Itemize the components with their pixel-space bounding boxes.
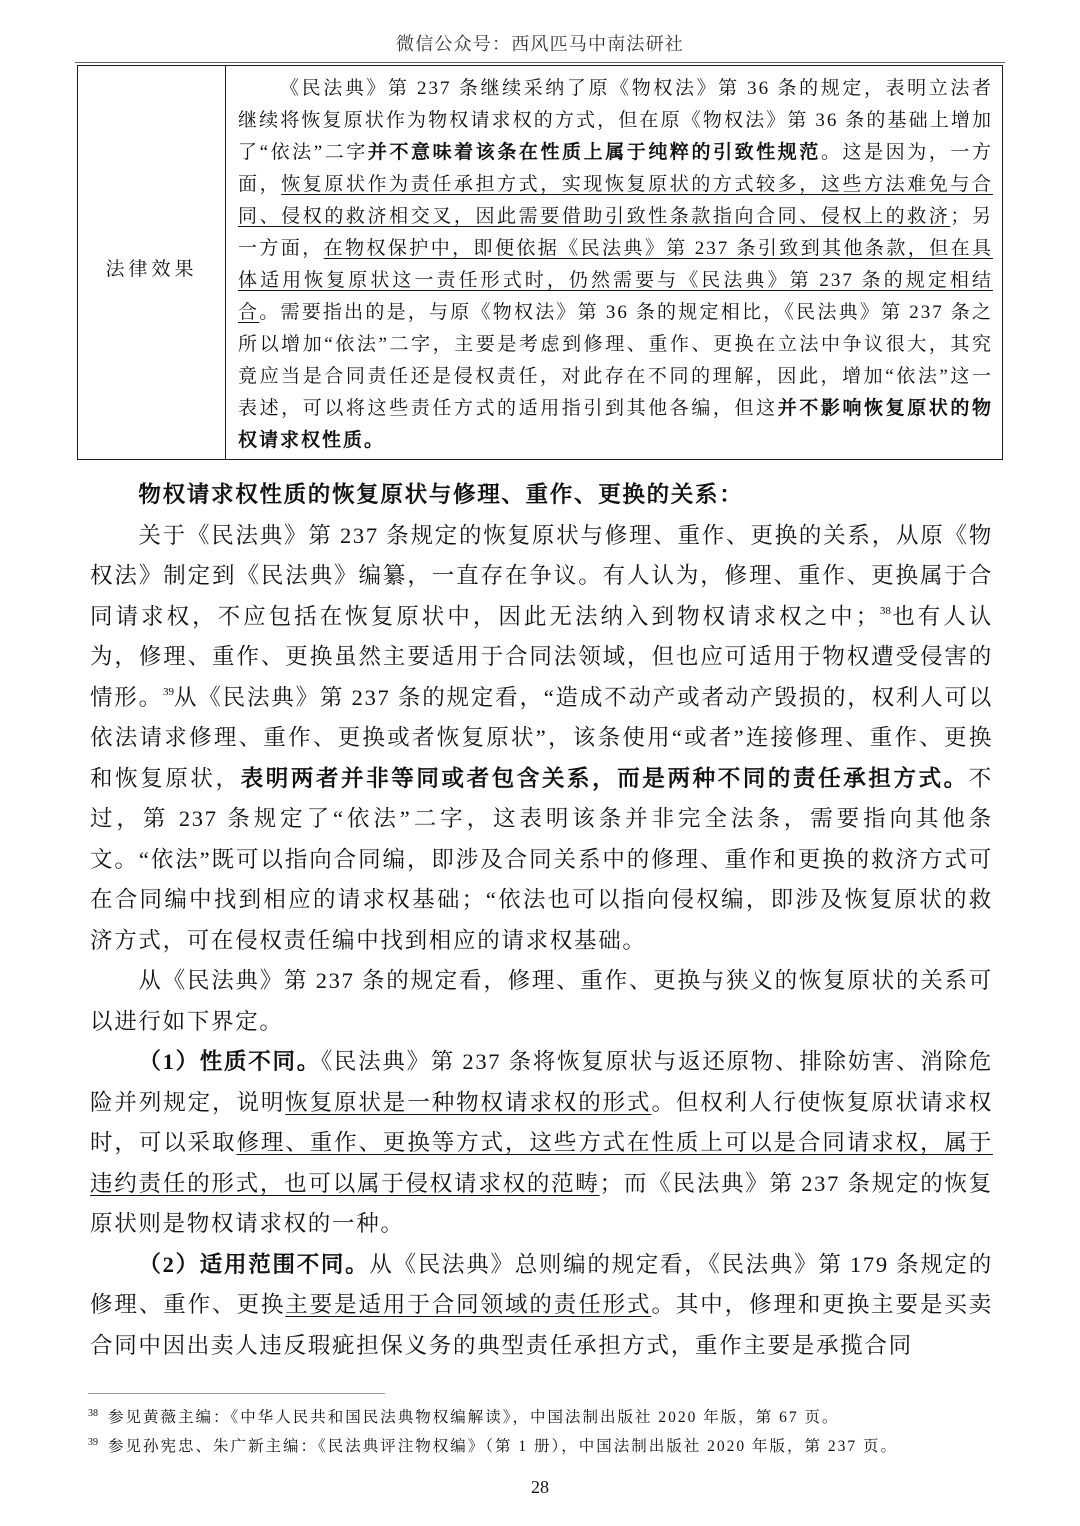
footnote-reference: 38 [879, 604, 891, 617]
footnote-text: 参见黄薇主编：《中华人民共和国民法典物权编解读》，中国法制出版社 2020 年版，第 67 页。 [108, 1409, 840, 1426]
text-run: ；另一方面， [238, 206, 993, 259]
table-row-label: 法律效果 [78, 66, 226, 459]
body-text [90, 475, 993, 1366]
footnote [88, 1404, 1048, 1433]
body-paragraph [90, 516, 993, 962]
underlined-text: 修理、重作、更换等方式，这些方式在性质上可以是合同请求权，属于违约责任的形式，也可以属于侵权请求权的范畴 [90, 1130, 993, 1196]
legal-effect-table [77, 65, 1003, 460]
body-paragraph [90, 1042, 993, 1245]
underlined-text: 恢复原状是一种物权请求权的形式 [285, 1089, 652, 1115]
text-run: 。需要指出的是，与原《物权法》第 36 条的规定相比，《民法典》第 237 条之所以增加“依法”二字，主要是考虑到修理、重作、更换在立法中争议很大，其究竟应当是合同责任还是侵权责任，对此存在不同的理解，因此，增加“依法”这一表述，可以将这些责任方式的适用指引到其他各编，但这 [238, 302, 993, 419]
footnote-text: 参见孙宪忠、朱广新主编：《民法典评注物权编》（第 1 册），中国法制出版社 2020 年版，第 237 页。 [108, 1438, 899, 1455]
text-run: 也有人认为，修理、重作、更换虽然主要适用于合同法领域，但也应可适用于物权遭受侵害的情形。 [90, 603, 993, 710]
underlined-text: 在物权保护中，即便依据《民法典》第 237 条引致到其他条款，但在具体适用恢复原状这一责任形式时，仍然需要与《民法典》第 237 条的规定相结合 [238, 238, 993, 323]
body-paragraph [90, 961, 993, 1042]
running-header: 微信公众号：西风匹马中南法研社 [396, 34, 684, 54]
text-run: 从《民法典》总则编的规定看，《民法典》第 179 条规定的修理、重作、更换 [90, 1251, 993, 1317]
text-run: 《民法典》第 237 条继续采纳了原《物权法》第 36 条的规定，表明立法者继续将恢复原状作为物权请求权的方式，但在原《物权法》第 36 条的基础上增加了“依法”二字 [238, 78, 993, 163]
footnote-number: 38 [88, 1408, 98, 1419]
text-run: 不过，第 237 条规定了“依法”二字，这表明该条并非完全法条，需要指向其他条文。“依法”既可以指向合同编，即涉及合同关系中的修理、重作和更换的救济方式可在合同编中找到相应的请求权基础；“依法也可以指向侵权编，即涉及恢复原状的救济方式，可在侵权责任编中找到相应的请求权基础。 [90, 765, 993, 953]
text-run: 。其中，修理和更换主要是买卖合同中因出卖人违反瑕疵担保义务的典型责任承担方式，重作主要是承揽合同 [90, 1292, 993, 1358]
footnote-number: 39 [88, 1437, 98, 1448]
underlined-text: 主要是适用于合同领域的责任形式 [285, 1292, 652, 1317]
table-paragraph [238, 73, 993, 457]
footnote [88, 1433, 1048, 1462]
bold-text: （2）适用范围不同。 [138, 1251, 370, 1277]
section-heading: 物权请求权性质的恢复原状与修理、重作、更换的关系： [138, 482, 744, 507]
bold-text: 并不意味着该条在性质上属于纯粹的引致性规范 [367, 142, 821, 163]
body-paragraph [90, 1245, 993, 1367]
footnote-separator [88, 1393, 385, 1394]
bold-text: 表明两者并非等同或者包含关系，而是两种不同的责任承担方式。 [240, 765, 969, 791]
text-run: 从《民法典》第 237 条的规定看，“造成不动产或者动产毁损的，权利人可以依法请求修理、重作、更换或者恢复原状”，该条使用“或者”连接修理、重作、更换和恢复原状， [90, 684, 994, 791]
text-run: 。但权利人行使恢复原状请求权时，可以采取 [90, 1089, 993, 1155]
table-content-cell [226, 66, 1002, 459]
underlined-text: 恢复原状作为责任承担方式，实现恢复原状的方式较多，这些方法难免与合同、侵权的救济相交叉，因此需要借助引致性条款指向合同、侵权上的救济 [238, 174, 993, 227]
text-run: 关于《民法典》第 237 条规定的恢复原状与修理、重作、更换的关系，从原《物权法》制定到《民法典》编纂，一直存在争议。有人认为，修理、重作、更换属于合同请求权，不应包括在恢复原状中，因此无法纳入到物权请求权之中； [90, 522, 993, 629]
page-number: 28 [531, 1477, 549, 1497]
header-rule [75, 62, 1005, 63]
footnotes [88, 1404, 1048, 1462]
footnote-reference: 39 [162, 685, 174, 698]
text-run: 从《民法典》第 237 条的规定看，修理、重作、更换与狭义的恢复原状的关系可以进行如下界定。 [90, 968, 993, 1034]
bold-text: （1）性质不同。 [138, 1049, 321, 1074]
text-run: ；而《民法典》第 237 条规定的恢复原状则是物权请求权的一种。 [90, 1170, 993, 1236]
text-run: 《民法典》第 237 条将恢复原状与返还原物、排除妨害、消除危险并列规定，说明 [90, 1049, 994, 1115]
bold-text: 并不影响恢复原状的物权请求权性质。 [238, 398, 993, 451]
text-run: 。这是因为，一方面， [238, 142, 993, 195]
